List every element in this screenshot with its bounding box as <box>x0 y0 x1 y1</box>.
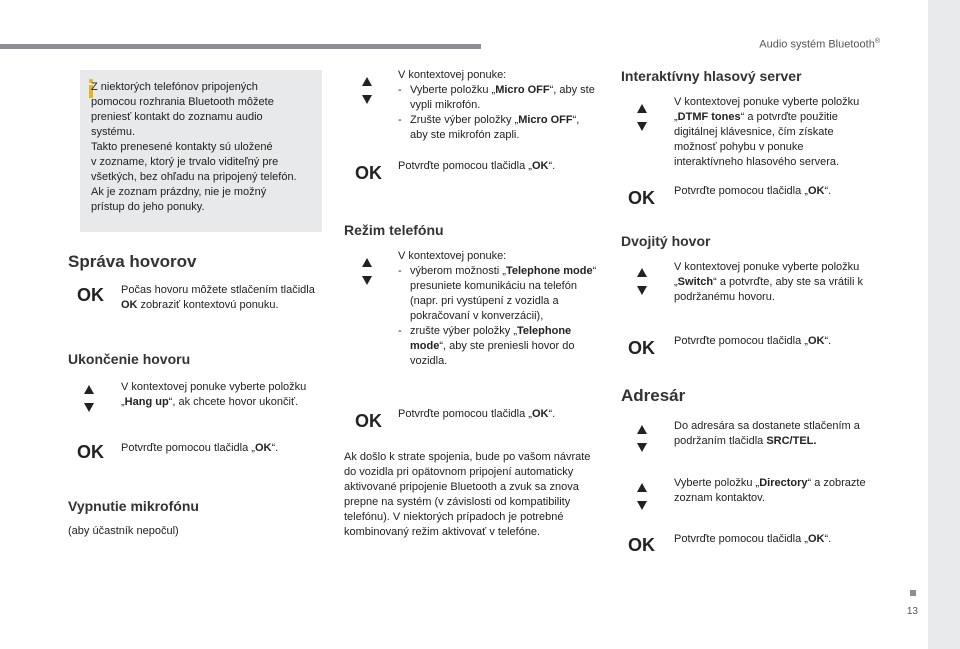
ok-button-icon: OK <box>628 188 655 208</box>
page-edge-strip <box>928 0 960 649</box>
interaktivny-confirm: Potvrďte pomocou tlačidla „OK“. <box>674 185 832 197</box>
ok-button-icon: OK <box>77 285 104 305</box>
up-down-arrows-icon <box>361 77 373 104</box>
mic-steps: V kontextovej ponuke: - Vyberte položku „Micro OFF“, aby ste vypli mikrofón. - Zrušte výber položky „Micro OFF“, aby ste mikrofón zapli. <box>398 68 596 143</box>
rezim-confirm: Potvrďte pomocou tlačidla „OK“. <box>398 408 556 420</box>
mic-confirm: Potvrďte pomocou tlačidla „OK“. <box>398 160 556 172</box>
info-text: Z niektorých telefónov pripojených pomocou rozhrania Bluetooth môžete preniesť kontakt do zoznamu audio systému. Takto prenesené kontakty sú uložené v zozname, ktorý je trvalo viditeľný pre všetkých, bez ohľadu na pripojený telefón. Ak je zoznam prázdny, nie je možný prístup do jeho ponuky. <box>91 81 297 213</box>
section-title-rezim: Režim telefónu <box>344 222 444 238</box>
rezim-steps: V kontextovej ponuke: - výberom možnosti „Telephone mode“ presuniete komunikáciu na telefón (napr. pri vystúpení z vozidla a pokračovaní v konverzácii), - zrušte výber položky „Telephone mode“, aby ste preniesli hovor do vozidla. <box>398 249 598 369</box>
page-number: 13 <box>906 606 918 617</box>
page-marker <box>910 590 916 596</box>
section-title-adresar: Adresár <box>621 386 686 405</box>
section-title-vypnutie: Vypnutie mikrofónu <box>68 498 199 514</box>
section-title-ukoncenie: Ukončenie hovoru <box>68 351 191 367</box>
sprava-text: Počas hovoru môžete stlačením tlačidla OK zobraziť kontextovú ponuku. <box>121 284 315 311</box>
section-title-interaktivny: Interaktívny hlasový server <box>621 68 802 84</box>
ok-button-icon: OK <box>355 163 382 183</box>
adresar-confirm: Potvrďte pomocou tlačidla „OK“. <box>674 533 832 545</box>
up-down-arrows-icon <box>636 268 648 295</box>
section-title-sprava: Správa hovorov <box>68 252 197 271</box>
interaktivny-text: V kontextovej ponuke vyberte položku „DTMF tones“ a potvrďte použitie digitálnej klávesnice, čím získate možnosť pohybu v ponuke interaktívneho hlasového servera. <box>674 96 860 168</box>
header-rule <box>0 44 481 49</box>
ok-button-icon: OK <box>628 338 655 358</box>
ok-button-icon: OK <box>355 411 382 431</box>
rezim-note: Ak došlo k strate spojenia, bude po vašom návrate do vozidla pri opätovnom pripojení automaticky aktivované pripojenie Bluetooth a zvuk sa znova prepne na systém (v závislosti od kompatibility telefónu). V niektorých prípadoch je potrebné kombinovaný režim aktivovať v telefóne. <box>344 451 591 538</box>
vypnutie-subtitle: (aby účastník nepočul) <box>68 525 179 537</box>
header-title: Audio systém Bluetooth® <box>759 38 880 51</box>
ok-button-icon: OK <box>628 535 655 555</box>
adresar-text2: Vyberte položku „Directory“ a zobrazte zoznam kontaktov. <box>674 477 866 504</box>
ukoncenie-text: V kontextovej ponuke vyberte položku „Hang up“, ak chcete hovor ukončiť. <box>121 381 307 408</box>
dvojity-text: V kontextovej ponuke vyberte položku „Switch“ a potvrďte, aby ste sa vrátili k podržanému hovoru. <box>674 261 863 303</box>
ok-button-icon: OK <box>77 442 104 462</box>
dvojity-confirm: Potvrďte pomocou tlačidla „OK“. <box>674 335 832 347</box>
up-down-arrows-icon <box>83 385 95 412</box>
up-down-arrows-icon <box>361 258 373 285</box>
section-title-dvojity: Dvojitý hovor <box>621 233 711 249</box>
up-down-arrows-icon <box>636 104 648 131</box>
ukoncenie-confirm: Potvrďte pomocou tlačidla „OK“. <box>121 442 279 454</box>
up-down-arrows-icon <box>636 483 648 510</box>
up-down-arrows-icon <box>636 425 648 452</box>
info-box <box>80 70 322 232</box>
adresar-text1: Do adresára sa dostanete stlačením a podržaním tlačidla SRC/TEL. <box>674 420 860 447</box>
